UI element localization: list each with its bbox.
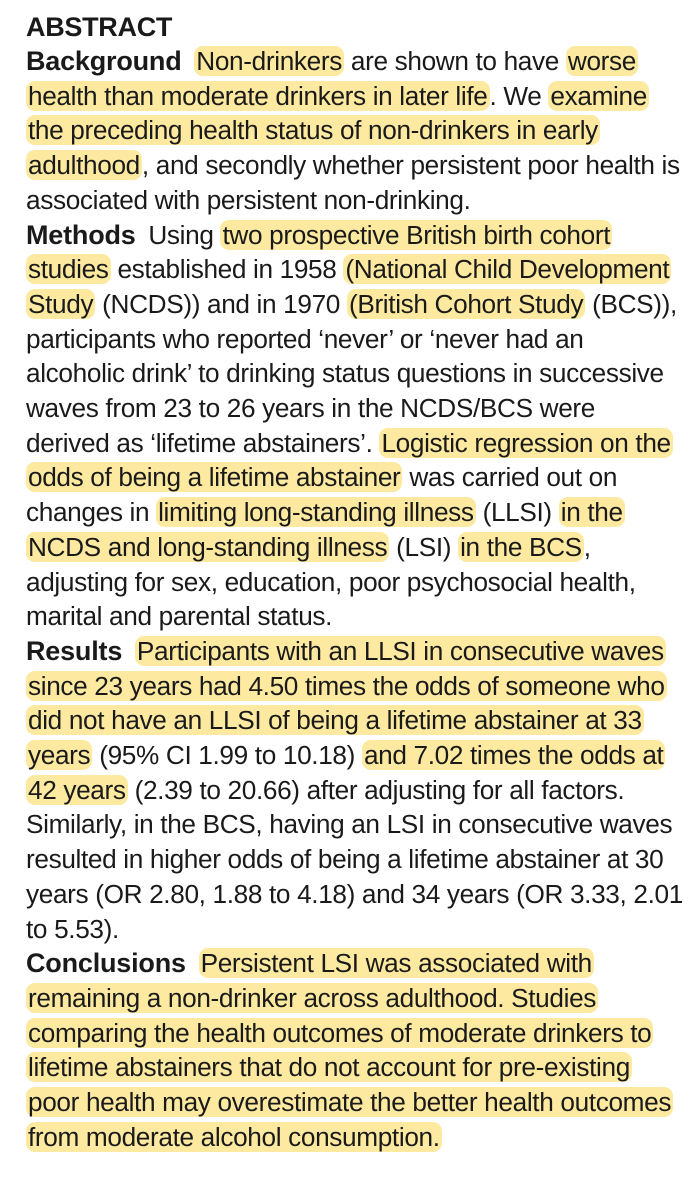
section-label-conclusions: Conclusions [26, 948, 186, 979]
section-label-results: Results [26, 635, 123, 666]
highlighted-text: Persistent LSI was associated with remaining a non-drinker across adulthood. Studies comparing the health outcomes of moderate drinkers to lifetime abstainers that do not account for pre-existing poor health may overestimate the better health outcomes from moderate alcohol consumption. [28, 948, 672, 1152]
body-text: (LSI) [389, 531, 459, 562]
body-text: (LLSI) [475, 497, 559, 528]
section-conclusions [26, 946, 683, 1154]
body-text: Using [148, 219, 221, 250]
highlighted-text: examine the preceding health status of non-drinkers in early adulthood [28, 80, 647, 181]
highlighted-text: in the NCDS and long-standing illness [28, 497, 623, 562]
body-text: , and secondly whether persistent poor health is associated with persistent non-drinking. [26, 150, 680, 215]
abstract-sections [26, 44, 683, 1155]
highlighted-text: and 7.02 times the odds at 42 years [28, 740, 664, 805]
body-text: (BCS)), participants who reported ‘never’ or ‘never had an alcoholic drink’ to drinking status questions in successive waves from 23 to 26 years in the NCDS/BCS were derived as ‘lifetime abstainers’. [26, 288, 677, 458]
body-text: (NCDS)) and in 1970 [95, 288, 347, 319]
highlighted-text: two prospective British birth cohort studies [28, 219, 611, 285]
highlighted-text: Participants with an LLSI in consecutive waves since 23 years had 4.50 times the odds of someone who did not have an LLSI of being a lifetime abstainer at 33 years [28, 635, 665, 771]
section-label-background: Background [26, 46, 182, 76]
body-text: established in 1958 [110, 254, 344, 285]
body-text: (95% CI 1.99 to 10.18) [92, 740, 362, 771]
highlighted-text: (British Cohort Study [348, 288, 584, 319]
abstract-heading: ABSTRACT [26, 12, 173, 42]
body-text: . We [489, 80, 549, 111]
highlighted-text: in the BCS [460, 531, 582, 562]
body-text: (2.39 to 20.66) after adjusting for all factors. Similarly, in the BCS, having an LSI in consecutive waves resulted in higher odds of being a lifetime abstainer at 30 years (OR 2.80, 1.88 to 4.18) and 34 years (OR 3.33, 2.01 to 5.53). [26, 774, 683, 944]
highlighted-text: Non-drinkers [196, 46, 342, 76]
section-results [26, 634, 683, 946]
body-text: are shown to have [343, 46, 566, 76]
highlighted-text: (National Child Development Study [28, 254, 670, 319]
body-text: , adjusting for sex, education, poor psychosocial health, marital and parental status. [26, 531, 636, 632]
body-text: was carried out on changes in [26, 462, 618, 528]
highlighted-text: worse health than moderate drinkers in later life [28, 46, 636, 111]
section-methods [26, 218, 683, 634]
section-background [26, 44, 683, 218]
section-label-methods: Methods [26, 219, 136, 250]
highlighted-text: limiting long-standing illness [158, 497, 474, 528]
highlighted-text: Logistic regression on the odds of being a lifetime abstainer [28, 427, 671, 493]
